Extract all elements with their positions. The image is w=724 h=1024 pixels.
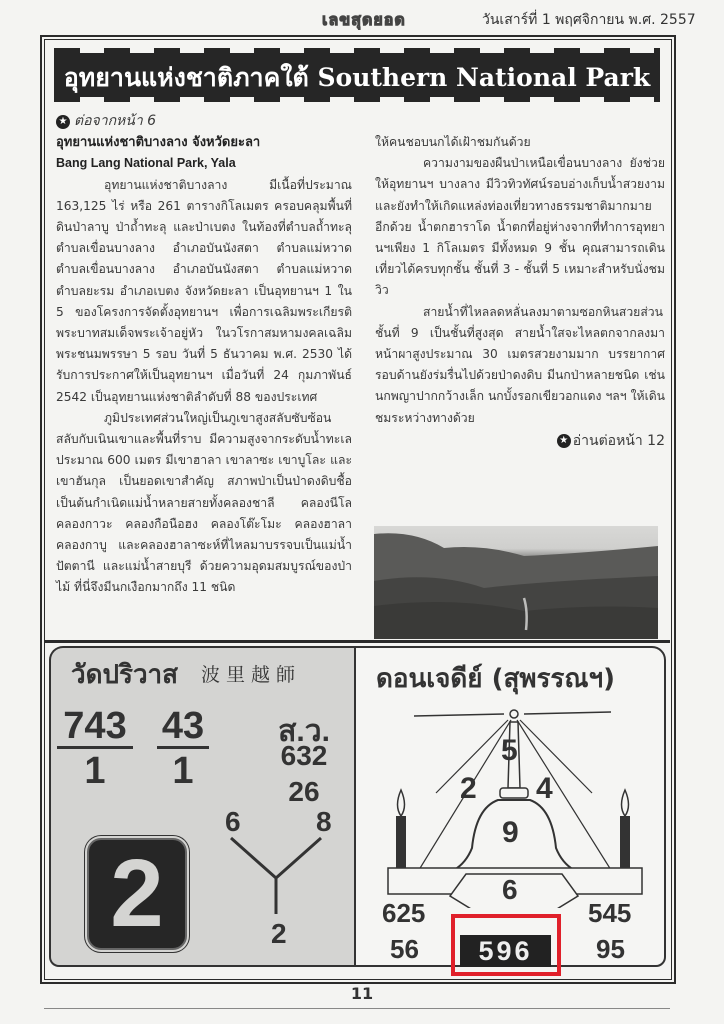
- title-banner: [54, 48, 660, 102]
- read-more-text: อ่านต่อหน้า 12: [572, 432, 665, 449]
- chedi-number-base: 6: [502, 874, 518, 905]
- bottom-rule: [44, 1008, 670, 1009]
- fraction-numerator: 743: [57, 706, 133, 749]
- continued-from: [56, 111, 352, 132]
- y-number-bottom: 2: [271, 918, 287, 949]
- paragraph: อุทยานแห่งชาติบางลาง มีเนื้อที่ประมาณ 163,125 ไร่ หรือ 261 ตารางกิโลเมตร ครอบคลุมพื้นที่ดินป่าลาบู ป่าถ้ำทะลุ และป่าเบตง ในท้องที่ตำบลถ้ำทะลุ ตำบลเขื่อนบางลาง อำเภอบันนังสตา ตำบลแม่หวาด ตำบลเขื่อนบางลาง อำเภอบันนังสตา ตำบลแม่หวาด ตำบลยะรม อำเภอเบตง จังหวัดยะลา เป็นอุทยานฯ 1 ใน 5 ของโครงการจัดตั้งอุทยานฯ เพื่อการเฉลิมพระเกียรติพระบาทสมเด็จพระเจ้าอยู่หัว ในวโรกาสมหามงคลเฉลิมพระชนมพรรษา 5 รอบ วันที่ 5 ธันวาคม พ.ศ. 2530 ได้รับการประกาศให้เป็นอุทยานฯ เมื่อวันที่ 24 กุมภาพันธ์ 2542 เป็นอุทยานแห่งชาติลำดับที่ 88 ของประเทศ: [56, 177, 352, 404]
- sv-label: ส.ว.: [278, 715, 330, 748]
- highlighted-number: 596: [460, 935, 551, 967]
- paragraph: ภูมิประเทศส่วนใหญ่เป็นภูเขาสูงสลับซับซ้อนสลับกับเนินเขาและพื้นที่ราบ มีความสูงจากระดับน้ำทะเลประมาณ 600 เมตร มีเขาฮาลา เขาลาซะ เขาบูโละ และเขาฮันกุล เป็นยอดเขาสำคัญ สภาพป่าเป็นป่าดงดิบชื้อ เป็นต้นกำเนิดแม่น้ำหลายสายทั้งคลองชาลี คลองนีโล คลองกาวะ คลองกือนือฮง คลองโต๊ะโมะ คลองฮาลา คลองกาบู และคลองฮาลาซะห์ที่ไหลมาบรรจบเป็นแม่น้ำปัตตานี และแม่น้ำสายบุรี ด้วยความอุดมสมบูรณ์ของป่าไม้ ที่นี่จึงมีนกเงือกมากถึง 11 ชนิด: [56, 410, 352, 595]
- highlight-box: [451, 914, 561, 976]
- page-number: 11: [350, 984, 374, 1003]
- fraction: [157, 706, 209, 793]
- sv-number: 26: [288, 776, 320, 807]
- fraction: [57, 706, 133, 793]
- mountain-illustration: [374, 526, 658, 639]
- panel-title: ดอนเจดีย์ (สุพรรณฯ): [376, 664, 615, 694]
- subheading-english: Bang Lang National Park, Yala: [56, 156, 236, 171]
- left-number: 625: [382, 898, 426, 928]
- chinese-caption: 波里越師: [201, 664, 302, 686]
- section-divider: [44, 640, 670, 643]
- y-diagram-lines: [221, 828, 331, 918]
- issue-date: วันเสาร์ที่ 1 พฤศจิกายน พ.ศ. 2557: [482, 12, 696, 28]
- article-title: อุทยานแห่งชาติภาคใต้ Southern National Park: [63, 63, 651, 92]
- right-number: 95: [596, 934, 625, 964]
- left-number: 56: [390, 934, 419, 964]
- y-number-right: 8: [316, 806, 332, 837]
- panel-title: วัดปริวาส: [71, 660, 179, 690]
- star-icon: ★: [56, 115, 70, 129]
- sv-number: 632: [280, 740, 328, 771]
- read-more: [375, 431, 665, 452]
- right-number: 545: [588, 898, 632, 928]
- chedi-number-right: 4: [536, 772, 553, 805]
- paragraph: ให้คนชอบนกได้เฝ้าชมกันด้วย: [375, 135, 531, 149]
- y-number-left: 6: [225, 806, 241, 837]
- fraction-denominator: 1: [172, 750, 194, 792]
- fraction-numerator: 43: [157, 706, 209, 749]
- lucky-digit: 2: [87, 838, 187, 950]
- paragraph: ความงามของผืนป่าเหนือเขื่อนบางลาง ยังช่วยให้อุทยานฯ บางลาง มีวิวทิวทัศน์รอบอ่างเก็บน้ำสวยงามและยังทำให้เกิดแหล่งท่องเที่ยวทางธรรมชาติมากมายอีกด้วย น้ำตกฮาราโด น้ำตกที่อยู่ห่างจากที่ทำการอุทยานฯเพียง 1 กิโลเมตร มีทั้งหมด 9 ชั้น คุณสามารถเดินเที่ยวได้ครบทุกชั้น ชั้นที่ 3 - ชั้นที่ 5 เหมาะสำหรับนั่งชมวิว: [375, 156, 665, 298]
- article-right-column: [375, 132, 665, 452]
- chedi-number-left: 2: [460, 772, 477, 805]
- chedi-number-top: 5: [501, 734, 518, 767]
- mountain-forest-photo: [374, 526, 658, 639]
- subheading-thai: อุทยานแห่งชาติบางลาง จังหวัดยะลา: [56, 135, 261, 151]
- wat-pariwat-panel: [49, 646, 355, 967]
- paragraph: สายน้ำที่ไหลลดหลั่นลงมาตามซอกหินสวยส่วนชั้นที่ 9 เป็นชั้นที่สูงสุด สายน้ำใสจะไหลตกจากลงมาหน้าผาสูงประมาณ 30 เมตรสวยงามมาก บรรยากาศรอบด้านยังร่มรื่นไปด้วยป่าดงดิบ มีนกป่าหลายชนิด เช่น นกพญาปากกว้างเล็ก นกบั้งรอกเขียวอกแดง ฯลฯ ให้เดินชมระหว่างทางด้วย: [375, 304, 665, 425]
- continued-from-text: ต่อจากหน้า 6: [74, 113, 157, 129]
- article-left-column: [56, 111, 352, 599]
- fraction-denominator: 1: [84, 750, 106, 792]
- chedi-number-center: 9: [502, 816, 519, 849]
- magazine-brand: เลขสุดยอด: [322, 10, 406, 29]
- star-icon: ★: [557, 434, 571, 448]
